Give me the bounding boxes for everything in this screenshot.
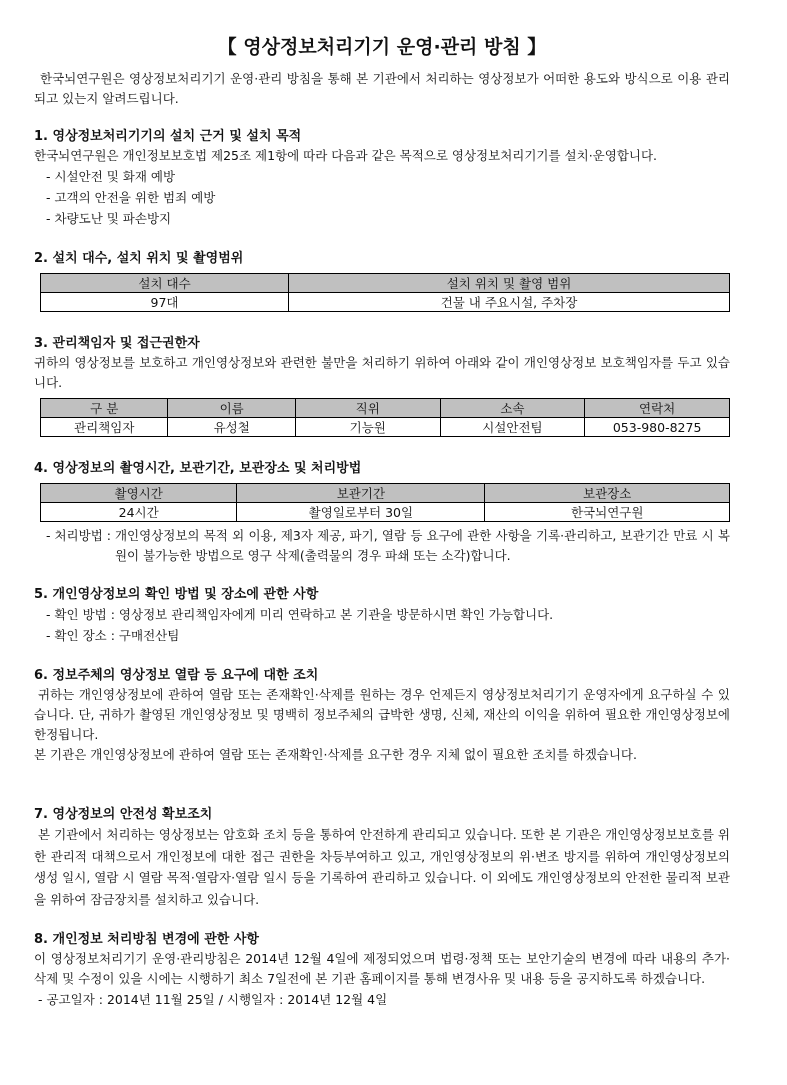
section-6-title: 6. 정보주체의 영상정보 열람 등 요구에 대한 조치 <box>34 668 319 683</box>
section-8-body: 이 영상정보처리기기 운영·관리방침은 2014년 12월 4일에 제정되었으며 법령·정책 또는 보안기술의 변경에 따라 내용의 추가·삭제 및 수정이 있을 시에는 시행하기 최소 7일전에 본 기관 홈페이지를 통해 변경사유 및 내용 등을 공지하도록 하겠습니다. <box>34 951 730 986</box>
section-2-title: 2. 설치 대수, 설치 위치 및 촬영범위 <box>34 251 244 266</box>
table-header-cell: 보관기간 <box>237 484 485 503</box>
policy-document <box>34 0 730 1011</box>
section-5-title: 5. 개인영상정보의 확인 방법 및 장소에 관한 사항 <box>34 587 319 602</box>
table-header-cell: 설치 대수 <box>41 274 289 293</box>
section-7-title: 7. 영상정보의 안전성 확보조치 <box>34 807 213 822</box>
section-1-title: 1. 영상정보처리기기의 설치 근거 및 설치 목적 <box>34 129 302 144</box>
table-header-cell: 설치 위치 및 촬영 범위 <box>289 274 730 293</box>
table-cell: 건물 내 주요시설, 주차장 <box>289 293 730 312</box>
table-cell: 한국뇌연구원 <box>485 503 730 522</box>
retention-table <box>40 483 730 522</box>
table-header-cell: 연락처 <box>585 399 730 418</box>
list-item: - 확인 장소 : 구매전산팀 <box>46 628 180 643</box>
table-cell: 유성철 <box>168 418 295 437</box>
table-header-cell: 구 분 <box>41 399 168 418</box>
list-item: - 고객의 안전을 위한 범죄 예방 <box>46 190 216 205</box>
table-header-cell: 직위 <box>295 399 440 418</box>
table-cell: 기능원 <box>295 418 440 437</box>
processing-method <box>34 526 730 566</box>
manager-table <box>40 398 730 437</box>
intro-paragraph: 한국뇌연구원은 영상정보처리기기 운영·관리 방침을 통해 본 기관에서 처리하는 영상정보가 어떠한 용도와 방식으로 이용 관리되고 있는지 알려드립니다. <box>34 71 730 106</box>
page-title: 【 영상정보처리기기 운영·관리 방침 】 <box>217 36 547 58</box>
notice-dates: - 공고일자 : 2014년 11월 25일 / 시행일자 : 2014년 12월 4일 <box>38 992 388 1007</box>
section-7-body: 본 기관에서 처리하는 영상정보는 암호화 조치 등을 통하여 안전하게 관리되고 있습니다. 또한 본 기관은 개인영상정보보호를 위한 관리적 대책으로서 개인정보에 대한 접근 권한을 차등부여하고 있고, 개인영상정보의 위·변조 방지를 위하여 개인영상정보의 생성 일시, 열람 시 열람 목적·열람자·열람 일시 등을 기록하여 관리하고 있습니다. 이 외에도 개인영상정보의 안전한 물리적 보관을 위하여 잠금장치를 설치하고 있습니다. <box>34 827 730 907</box>
list-item: - 차량도난 및 파손방지 <box>46 211 172 226</box>
table-cell: 24시간 <box>41 503 237 522</box>
table-header-cell: 이름 <box>168 399 295 418</box>
section-4-title: 4. 영상정보의 촬영시간, 보관기간, 보관장소 및 처리방법 <box>34 461 362 476</box>
section-6-body: 귀하는 개인영상정보에 관하여 열람 또는 존재확인·삭제를 원하는 경우 언제든지 영상정보처리기기 운영자에게 요구하실 수 있습니다. 단, 귀하가 촬영된 개인영상정보 및 명백히 정보주체의 급박한 생명, 신체, 재산의 이익을 위하여 필요한 개인영상정보에 한정됩니다. <box>34 687 730 742</box>
list-item: - 확인 방법 : 영상정보 관리책임자에게 미리 연락하고 본 기관을 방문하시면 확인 가능합니다. <box>46 607 554 622</box>
installation-table <box>40 273 730 312</box>
table-cell: 시설안전팀 <box>440 418 585 437</box>
processing-method-label: - 처리방법 : <box>46 528 115 543</box>
table-cell: 촬영일로부터 30일 <box>237 503 485 522</box>
table-header-cell: 촬영시간 <box>41 484 237 503</box>
section-3-title: 3. 관리책임자 및 접근권한자 <box>34 336 200 351</box>
table-header-cell: 보관장소 <box>485 484 730 503</box>
section-6-body-2: 본 기관은 개인영상정보에 관하여 열람 또는 존재확인·삭제를 요구한 경우 지체 없이 필요한 조치를 하겠습니다. <box>34 747 637 762</box>
section-1-body: 한국뇌연구원은 개인정보보호법 제25조 제1항에 따라 다음과 같은 목적으로 영상정보처리기기를 설치·운영합니다. <box>34 148 658 163</box>
section-8-title: 8. 개인정보 처리방침 변경에 관한 사항 <box>34 932 259 947</box>
table-cell: 관리책임자 <box>41 418 168 437</box>
table-header-cell: 소속 <box>440 399 585 418</box>
section-3-body: 귀하의 영상정보를 보호하고 개인영상정보와 관련한 불만을 처리하기 위하여 아래와 같이 개인영상정보 보호책임자를 두고 있습니다. <box>34 355 730 390</box>
list-item: - 시설안전 및 화재 예방 <box>46 169 176 184</box>
table-cell: 97대 <box>41 293 289 312</box>
table-cell: 053-980-8275 <box>585 418 730 437</box>
processing-method-text: 개인영상정보의 목적 외 이용, 제3자 제공, 파기, 열람 등 요구에 관한 사항을 기록·관리하고, 보관기간 만료 시 복원이 불가능한 방법으로 영구 삭제(출력물의 경우 파쇄 또는 소각)합니다. <box>114 528 730 563</box>
